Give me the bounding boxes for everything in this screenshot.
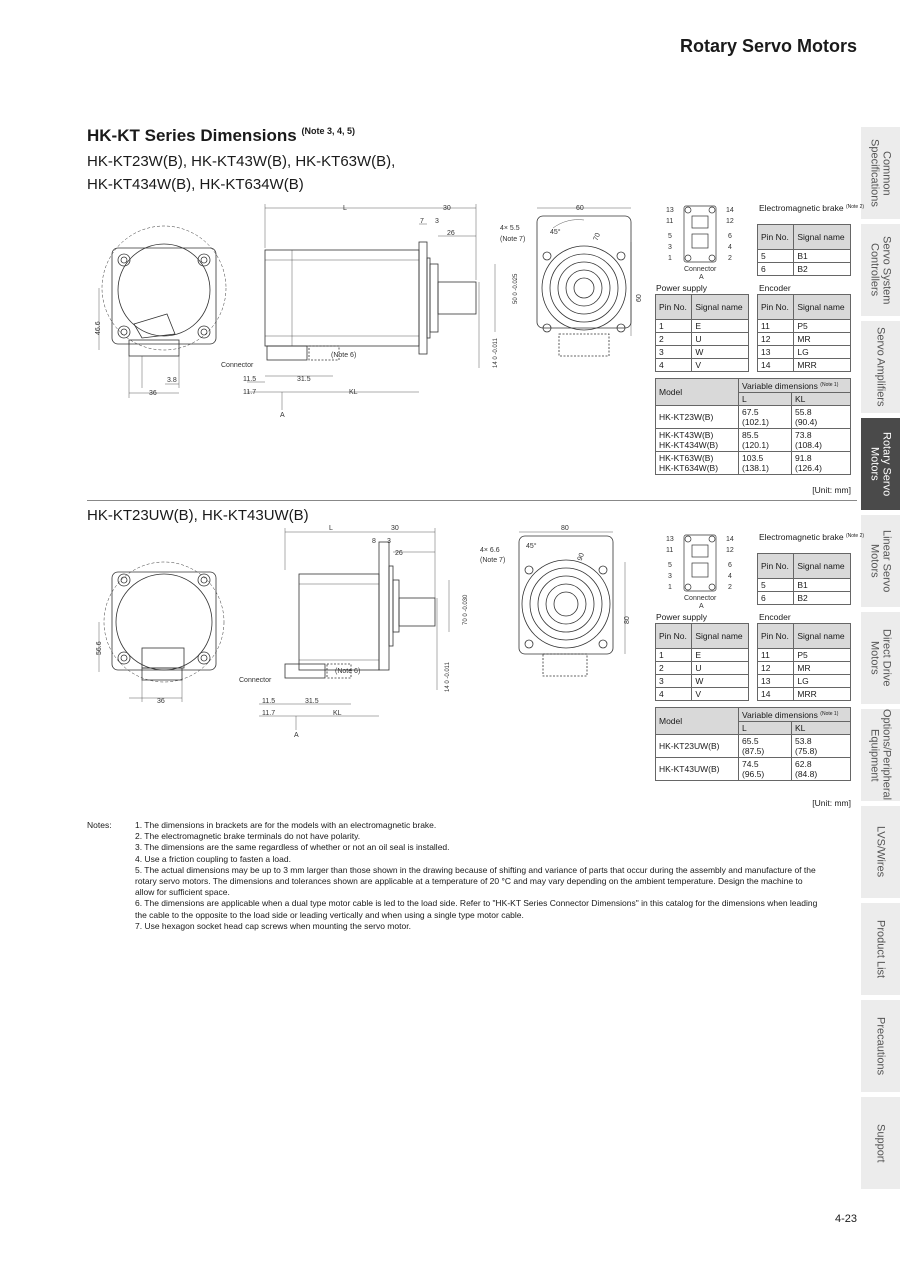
table-row: 14 MRR [758,688,851,701]
table-row: 5 B1 [758,579,851,592]
dim2-14: 14 0 -0.011 [445,662,451,692]
dim-45deg: 45° [550,229,561,236]
note-item: 7. Use hexagon socket head cap screws when mounting the servo motor. [135,920,411,931]
connector-figure-1 [662,202,742,282]
table-row: 14 MRR [758,359,851,372]
encoder-hd-signal: Signal name [794,295,851,320]
conn2-pin-4: 4 [728,573,732,580]
dim2-56-6: 56.6 [96,641,103,655]
table-row: 11 P5 [758,649,851,662]
dim-26: 26 [447,230,455,237]
models-line-2: HK-KT434W(B), HK-KT634W(B) [87,176,304,193]
dim-14: 14 0 -0.011 [493,338,499,368]
conn2-pin-1: 1 [668,584,672,591]
table-row: 12 MR [758,333,851,346]
section-divider [87,500,857,501]
conn-pin-13: 13 [666,207,674,214]
dim-50: 50 0 -0.025 [513,273,519,304]
label-note6: (Note 6) [331,352,357,359]
dim2-8: 8 [372,538,376,545]
table-row: 12 MR [758,662,851,675]
brake-caption-1: Electromagnetic brake $^{(Note 2)}$ [759,203,865,213]
dim2-note7: (Note 7) [480,557,506,564]
notes-label: Notes: [87,820,112,830]
tab-servo-system-controllers[interactable]: Servo System Controllers [861,224,900,316]
var-hd-KL: KL [792,393,851,406]
conn2-pin-6: 6 [728,562,732,569]
tab-product-list[interactable]: Product List [861,903,900,995]
dim2-L: L [329,525,333,532]
conn-pin-4: 4 [728,244,732,251]
encoder-table-1 [757,294,851,372]
table-row: HK-KT63W(B) HK-KT634W(B) 103.5 (138.1) 91.8 (126.4) [656,452,851,475]
table-row: HK-KT43W(B) HK-KT434W(B) 85.5 (120.1) 73.8 (108.4) [656,429,851,452]
dim-30: 30 [443,205,451,212]
dim2-80-vert: 80 [624,616,631,624]
conn-label: Connector [684,266,717,273]
note-item: 4. Use a friction coupling to fasten a load. [135,853,291,864]
var2-hd-model: Model [656,708,739,735]
dim-46-6: 46.6 [95,321,102,335]
table-row: 2 U [656,333,749,346]
motor-side-view [247,204,495,410]
var-hd-model: Model [656,379,739,406]
label2-A: A [294,732,299,739]
section-title-note: (Note 3, 4, 5) [301,126,355,136]
tab-common-specifications[interactable]: Common Specifications [861,127,900,219]
table-row: 6 B2 [758,263,851,276]
encoder-hd-pin: Pin No. [758,295,794,320]
models-line-section-2: HK-KT23UW(B), HK-KT43UW(B) [87,507,309,524]
notes-list [123,820,823,932]
unit-label-1: [Unit: mm] [812,485,851,495]
var2-hd-KL: KL [792,722,851,735]
dim2-80: 80 [561,525,569,532]
table-row: 5 B1 [758,250,851,263]
note-item: 3. The dimensions are the same regardless of whether or not an oil seal is installed. [135,842,450,853]
conn2-pin-12: 12 [726,547,734,554]
connector-figure-2 [662,531,742,611]
table-row: HK-KT43UW(B) 74.5 (96.5) 62.8 (84.8) [656,758,851,781]
dim2-45deg: 45° [526,543,537,550]
conn-label-A: A [699,274,704,281]
var-hd-variable: Variable dimensions $^{(Note 1)}$ [739,379,851,393]
power-hd-pin: Pin No. [656,295,692,320]
conn2-pin-11: 11 [666,547,674,554]
dimension-drawing-1 [87,198,652,423]
conn-pin-12: 12 [726,218,734,225]
encoder2-hd-pin: Pin No. [758,624,794,649]
dim-60-vert: 60 [636,294,643,302]
dim-L: L [343,205,347,212]
brake-table-2 [757,553,851,605]
brake-hd-pin: Pin No. [758,225,794,250]
section-title-text: HK-KT Series Dimensions [87,126,297,145]
table-row: 3 W [656,346,749,359]
encoder-caption-2: Encoder [759,612,791,622]
table-row: 13 LG [758,346,851,359]
tab-servo-amplifiers[interactable]: Servo Amplifiers [861,321,900,413]
conn-pin-3: 3 [668,244,672,251]
tab-lvs-wires[interactable]: LVS/Wires [861,806,900,898]
dim2-26: 26 [395,550,403,557]
dim2-30: 30 [391,525,399,532]
dim-70: 70 [592,232,602,242]
dim-60: 60 [576,205,584,212]
var-hd-L: L [739,393,792,406]
power-caption-2: Power supply [656,612,708,622]
page-number: 4-23 [834,1213,857,1225]
encoder2-hd-signal: Signal name [794,624,851,649]
brake-hd-signal: Signal name [794,225,851,250]
brake-caption-2: Electromagnetic brake $^{(Note 2)}$ [759,532,865,542]
conn2-pin-14: 14 [726,536,734,543]
note-item: 6. The dimensions are applicable when a dual type motor cable is led to the load side. Refer to "HK-KT Series Connector Dimensions" in this catalog for the dimensions when leading the cable to the opposite to the load side or leading vertically and when using a single type motor cable. [135,898,818,920]
dim-36: 36 [149,390,157,397]
flange-front-view-2 [99,562,224,702]
table-row: 3 W [656,675,749,688]
conn2-pin-13: 13 [666,536,674,543]
table-row: 11 P5 [758,320,851,333]
conn-pin-5: 5 [668,233,672,240]
note-item: 1. The dimensions in brackets are for the models with an electromagnetic brake. [135,820,437,830]
dim-3-8: 3.8 [167,377,177,384]
conn2-pin-3: 3 [668,573,672,580]
table-row: HK-KT23W(B) 67.5 (102.1) 55.8 (90.4) [656,406,851,429]
label-A: A [280,412,285,419]
dim2-36: 36 [157,698,165,705]
conn-pin-2: 2 [728,255,732,262]
note-item: 5. The actual dimensions may be up to 3 mm larger than those shown in the drawing because of shifting and variance of parts that occur during the assembly and manufacture of the rotary servo motors. The dimensions and tolerances shown are applicable at a temperature of 20 °C and may vary depending on the ambient temperature. Design the machine to allow for sufficient space. [135,864,816,898]
table-row: 1 E [656,320,749,333]
dim2-90: 90 [576,552,586,562]
shaft-end-view-2 [519,532,625,676]
note-item: 2. The electromagnetic brake terminals do not have polarity. [135,831,361,842]
dim-31-5: 31.5 [297,376,311,383]
dimension-drawing-2 [87,522,652,747]
conn2-label-A: A [699,603,704,610]
conn-pin-14: 14 [726,207,734,214]
table-row: 13 LG [758,675,851,688]
dim-KL: KL [349,389,358,396]
flange-front-view [99,226,226,398]
table-row: 2 U [656,662,749,675]
dim2-31-5: 31.5 [305,698,319,705]
power-table-1 [655,294,749,372]
dim2-11-7: 11.7 [262,710,276,717]
variable-dimensions-table-2 [655,707,851,781]
var2-hd-L: L [739,722,792,735]
tab-support[interactable]: Support [861,1097,900,1189]
table-row: HK-KT23UW(B) 65.5 (87.5) 53.8 (75.8) [656,735,851,758]
label-connector: Connector [221,362,254,369]
table-row: 1 E [656,649,749,662]
conn2-pin-5: 5 [668,562,672,569]
tab-rotary-servo-motors[interactable]: Rotary Servo Motors [861,418,900,510]
dim-note7: (Note 7) [500,236,526,243]
dim-11-5: 11.5 [243,376,257,383]
conn2-label: Connector [684,595,717,602]
variable-dimensions-table-1 [655,378,851,475]
table-row: 4 V [656,359,749,372]
dim-11-7: 11.7 [243,389,257,396]
conn-pin-11: 11 [666,218,674,225]
dim2-70: 70 0 -0.030 [463,594,469,625]
table-row: 4 V [656,688,749,701]
tab-linear-servo-motors[interactable]: Linear Servo Motors [861,515,900,607]
dim2-KL: KL [333,710,342,717]
power2-hd-signal: Signal name [692,624,749,649]
dim-7: 7 [420,218,424,225]
dim-hole: 4× 5.5 [500,225,520,232]
tab-precautions[interactable]: Precautions [861,1000,900,1092]
power2-hd-pin: Pin No. [656,624,692,649]
brake-table-1 [757,224,851,276]
table-row: 6 B2 [758,592,851,605]
conn2-pin-2: 2 [728,584,732,591]
label2-note6: (Note 6) [335,668,361,675]
encoder-table-2 [757,623,851,701]
page-header-title: Rotary Servo Motors [679,36,857,56]
label2-connector: Connector [239,677,272,684]
dim2-hole: 4× 6.6 [480,547,500,554]
tab-options-peripheral-equipment[interactable]: Options/Peripheral Equipment [861,709,900,801]
brake2-hd-pin: Pin No. [758,554,794,579]
models-line-1: HK-KT23W(B), HK-KT43W(B), HK-KT63W(B), [87,153,396,170]
motor-side-view-2 [259,528,449,730]
dim2-11-5: 11.5 [262,698,276,705]
dim2-3: 3 [387,538,391,545]
tab-direct-drive-motors[interactable]: Direct Drive Motors [861,612,900,704]
var2-hd-variable: Variable dimensions $^{(Note 1)}$ [739,708,851,722]
power-hd-signal: Signal name [692,295,749,320]
brake2-hd-signal: Signal name [794,554,851,579]
encoder-caption-1: Encoder [759,283,791,293]
unit-label-2: [Unit: mm] [812,798,851,808]
conn-pin-1: 1 [668,255,672,262]
conn-pin-6: 6 [728,233,732,240]
section-title [87,126,355,146]
power-caption-1: Power supply [656,283,708,293]
dim-3: 3 [435,218,439,225]
power-table-2 [655,623,749,701]
